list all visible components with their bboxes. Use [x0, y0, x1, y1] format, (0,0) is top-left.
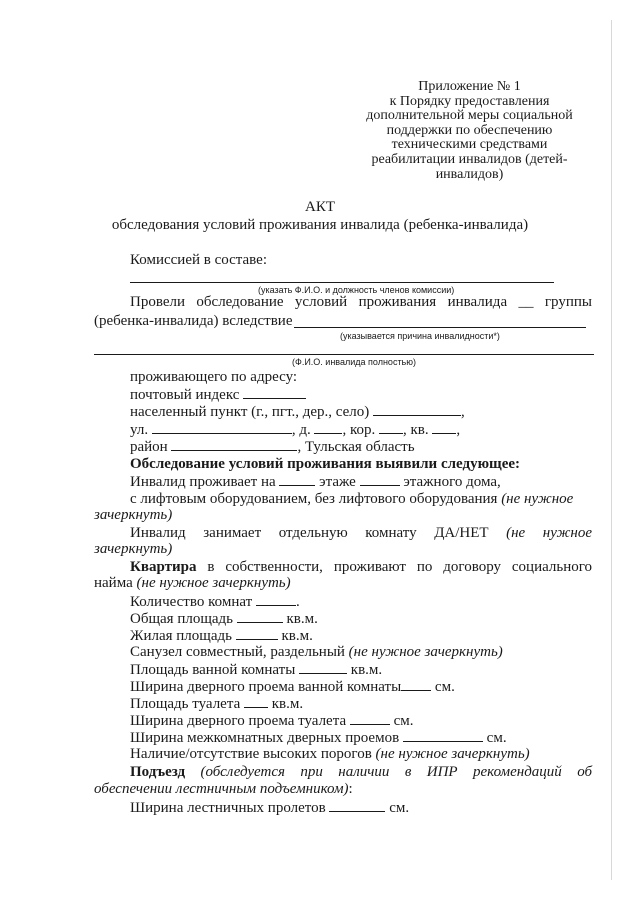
locality-label: населенный пункт (г., пгт., дер., село): [130, 404, 370, 420]
stairs-row: [130, 799, 409, 817]
ownership-word: по: [416, 559, 433, 575]
findings-heading: Обследование условий проживания выявили следующее:: [130, 456, 520, 472]
unit-label: кв.м.: [271, 696, 304, 712]
appendix-line: инвалидов): [435, 166, 504, 182]
room-word: комнату: [365, 525, 417, 541]
bath-area-label: Площадь ванной комнаты: [130, 662, 296, 678]
ownership-row-2: [94, 575, 291, 592]
unit-label: см.: [393, 713, 414, 729]
ownership-row: [130, 559, 592, 576]
ownership-word: договору: [443, 559, 501, 575]
punctuation: ,: [461, 404, 465, 420]
house-label: , д.: [291, 422, 311, 438]
toilet-area-row: [130, 695, 303, 713]
bath-door-label: Ширина дверного проема ванной комнаты: [130, 679, 402, 695]
rooms-row: [130, 593, 300, 611]
survey-line-1: Провели обследование условий проживания инвалида __ группы: [130, 294, 592, 310]
commission-hint: (указать Ф.И.О. и должность членов комиссии): [258, 285, 455, 295]
postcode-field[interactable]: [243, 386, 306, 399]
unit-label: см.: [486, 730, 507, 746]
flat-label: , кв.: [403, 422, 429, 438]
punctuation: :: [348, 781, 353, 797]
bath-area-field[interactable]: [299, 661, 347, 674]
appendix-line: реабилитации инвалидов (детей-: [371, 151, 568, 167]
document-title: АКТ: [305, 199, 335, 215]
survey-reason-label: (ребенка-инвалида) вследствие: [94, 313, 293, 329]
fio-hint: (Ф.И.О. инвалида полностью): [292, 357, 416, 367]
strike-hint: (не нужное зачеркнуть): [375, 746, 530, 762]
punctuation: ,: [456, 422, 461, 438]
postcode-label: почтовый индекс: [130, 387, 240, 403]
storeys-field[interactable]: [360, 473, 400, 486]
living-area-row: [130, 627, 313, 645]
fio-field[interactable]: [94, 354, 594, 355]
floor-label-2: этаже: [319, 474, 356, 490]
thresholds-label: Наличие/отсутствие высоких порогов: [130, 746, 372, 762]
flat-field[interactable]: [432, 421, 456, 434]
appendix-line: поддержки по обеспечению: [386, 122, 553, 138]
room-word: Инвалид: [130, 525, 186, 541]
toilet-door-row: [130, 712, 414, 730]
appendix-line: Приложение № 1: [418, 79, 521, 94]
locality-field[interactable]: [373, 403, 461, 416]
thresholds-row: [130, 746, 530, 763]
entrance-heading: Подъезд: [130, 764, 186, 780]
stairs-label: Ширина лестничных пролетов: [130, 800, 326, 816]
strike-hint: (не нужное зачеркнуть): [348, 644, 503, 660]
rooms-field[interactable]: [256, 593, 296, 606]
appendix-heading: [352, 80, 587, 182]
address-label: проживающего по адресу:: [130, 369, 298, 385]
inner-doors-field[interactable]: [403, 729, 483, 742]
locality-row: [130, 403, 465, 421]
document-subtitle: обследования условий проживания инвалида (ребенка-инвалида): [111, 217, 529, 233]
floor-field[interactable]: [279, 473, 315, 486]
disability-reason-field[interactable]: [294, 327, 586, 328]
unit-label: см.: [434, 679, 455, 695]
street-label: ул.: [130, 422, 149, 438]
street-field[interactable]: [152, 421, 292, 434]
room-yes-no: ДА/НЕТ: [434, 525, 489, 541]
total-area-row: [130, 610, 318, 628]
strike-hint-continued: зачеркнуть): [94, 541, 173, 557]
strike-hint: (не нужное: [506, 525, 593, 541]
ownership-word: собственности,: [225, 559, 323, 575]
entrance-note: об: [577, 764, 593, 780]
region-label: , Тульская область: [297, 439, 415, 455]
street-row: [130, 421, 460, 439]
bath-door-field[interactable]: [401, 678, 431, 691]
lift-row: [130, 491, 573, 508]
room-row: [130, 525, 592, 542]
reason-hint: (указывается причина инвалидности*): [340, 331, 500, 341]
unit-label: кв.м.: [286, 611, 318, 627]
entrance-note: наличии: [338, 764, 390, 780]
toilet-area-field[interactable]: [244, 695, 268, 708]
inner-doors-row: [130, 729, 507, 747]
house-field[interactable]: [314, 421, 342, 434]
room-word: отдельную: [278, 525, 348, 541]
strike-hint: (не нужное: [501, 491, 574, 507]
punctuation: .: [295, 594, 300, 610]
entrance-note: ИПР: [426, 764, 458, 780]
floor-label-3: этажного дома,: [403, 474, 501, 490]
stairs-field[interactable]: [329, 799, 385, 812]
entrance-note: рекомендаций: [472, 764, 562, 780]
bathroom-label: Санузел совместный, раздельный: [130, 644, 345, 660]
toilet-door-label: Ширина дверного проема туалета: [130, 713, 347, 729]
appendix-line: техническими средствами: [391, 137, 548, 153]
entrance-note: обеспечении лестничным подъемником): [94, 781, 349, 797]
bath-area-row: [130, 661, 382, 679]
building-label: , кор.: [342, 422, 376, 438]
room-word: занимает: [203, 525, 262, 541]
unit-label: кв.м.: [350, 662, 383, 678]
lift-options: с лифтовым оборудованием, без лифтового оборудования: [130, 491, 498, 507]
commission-label: Комиссией в составе:: [130, 252, 268, 268]
ownership-word: социального: [511, 559, 593, 575]
apartment-heading: Квартира: [130, 559, 197, 575]
commission-field[interactable]: [130, 282, 554, 283]
ownership-word: в: [207, 559, 215, 575]
toilet-area-label: Площадь туалета: [130, 696, 241, 712]
entrance-note: в: [404, 764, 412, 780]
strike-hint-continued: зачеркнуть): [94, 507, 173, 523]
living-area-label: Жилая площадь: [130, 628, 232, 644]
floor-row: [130, 473, 501, 491]
entrance-note: при: [300, 764, 323, 780]
district-row: [130, 438, 415, 456]
ownership-word: проживают: [333, 559, 406, 575]
bath-door-row: [130, 678, 455, 696]
ownership-word: найма: [94, 575, 133, 591]
entrance-row-2: [94, 781, 353, 798]
unit-label: см.: [389, 800, 410, 816]
living-area-field[interactable]: [236, 627, 278, 640]
inner-doors-label: Ширина межкомнатных дверных проемов: [130, 730, 400, 746]
rooms-label: Количество комнат: [130, 594, 253, 610]
strike-hint: (не нужное зачеркнуть): [136, 575, 291, 591]
entrance-row: [130, 764, 592, 781]
appendix-line: дополнительной меры социальной: [366, 108, 573, 124]
building-field[interactable]: [379, 421, 403, 434]
total-area-label: Общая площадь: [130, 611, 234, 627]
appendix-line: к Порядку предоставления: [389, 93, 550, 109]
bathroom-row: [130, 644, 503, 661]
floor-label: Инвалид проживает на: [130, 474, 276, 490]
postcode-row: [130, 386, 306, 404]
toilet-door-field[interactable]: [350, 712, 390, 725]
total-area-field[interactable]: [237, 610, 283, 623]
entrance-note: (обследуется: [200, 764, 285, 780]
unit-label: кв.м.: [281, 628, 313, 644]
district-label: район: [130, 439, 168, 455]
district-field[interactable]: [171, 438, 297, 451]
